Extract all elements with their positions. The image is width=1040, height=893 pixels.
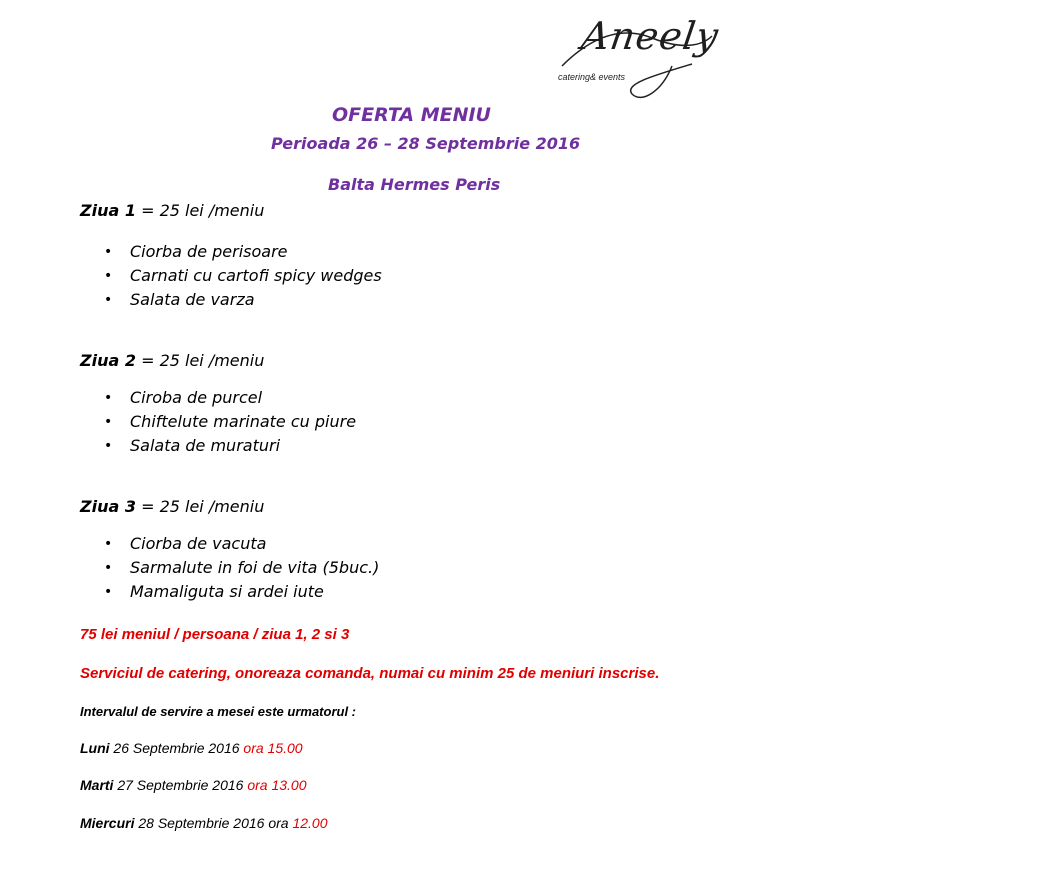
schedule-row-miercuri (80, 815, 328, 831)
schedule-date: 27 Septembrie 2016 (113, 777, 248, 793)
day-1-heading (80, 201, 264, 220)
day-1-price: = 25 lei /meniu (135, 201, 265, 220)
list-item: • Ciroba de purcel (104, 386, 356, 410)
schedule-time: ora 15.00 (243, 740, 303, 756)
schedule-day: Luni (80, 740, 110, 756)
list-item: • Ciorba de perisoare (104, 240, 382, 264)
list-item: • Salata de varza (104, 288, 382, 312)
day-3-menu (104, 532, 379, 604)
day-2-heading (80, 351, 264, 370)
logo-tagline: catering& events (558, 72, 626, 82)
schedule-row-marti (80, 777, 307, 793)
schedule-date: 26 Septembrie 2016 (109, 740, 244, 756)
schedule-row-luni (80, 740, 303, 756)
minimum-order-note: Serviciul de catering, onoreaza comanda, numai cu minim 25 de meniuri inscrise. (80, 665, 660, 682)
page-title: OFERTA MENIU (332, 104, 491, 126)
schedule-time: ora 13.00 (247, 777, 307, 793)
day-2-menu (104, 386, 356, 458)
total-price-note: 75 lei meniul / persoana / ziua 1, 2 si 3 (80, 626, 350, 643)
venue-label: Balta Hermes Peris (328, 175, 501, 194)
day-2-label: Ziua 2 (80, 351, 136, 370)
day-1-menu (104, 240, 382, 312)
schedule-date: 28 Septembrie 2016 (134, 815, 269, 831)
schedule-ora-prefix: ora (268, 815, 293, 831)
company-logo (552, 6, 722, 106)
list-item: • Salata de muraturi (104, 434, 356, 458)
schedule-day: Miercuri (80, 815, 135, 831)
list-item: • Chiftelute marinate cu piure (104, 410, 356, 434)
day-3-label: Ziua 3 (80, 497, 136, 516)
list-item: • Carnati cu cartofi spicy wedges (104, 264, 382, 288)
list-item: • Sarmalute in foi de vita (5buc.) (104, 556, 379, 580)
period-subtitle: Perioada 26 – 28 Septembrie 2016 (271, 134, 581, 153)
day-3-heading (80, 497, 264, 516)
day-3-price: = 25 lei /meniu (135, 497, 265, 516)
schedule-time: 12.00 (292, 815, 328, 831)
day-1-label: Ziua 1 (80, 201, 136, 220)
logo-wordmark: Aneely (578, 14, 722, 58)
day-2-price: = 25 lei /meniu (135, 351, 265, 370)
list-item: • Ciorba de vacuta (104, 532, 379, 556)
schedule-intro: Intervalul de servire a mesei este urmatorul : (80, 704, 357, 719)
list-item: • Mamaliguta si ardei iute (104, 580, 379, 604)
schedule-day: Marti (80, 777, 114, 793)
